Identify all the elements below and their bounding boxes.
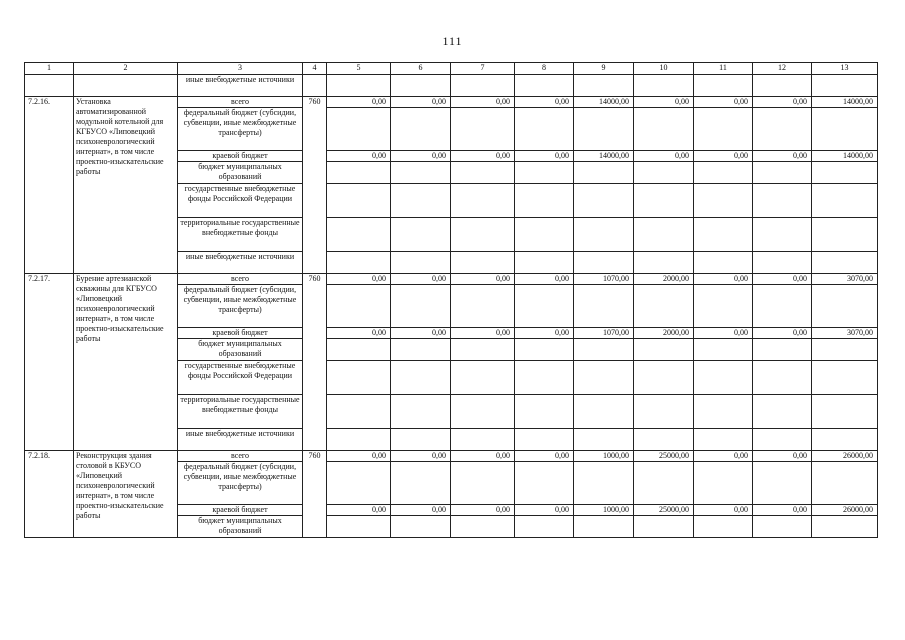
value-cell bbox=[327, 108, 391, 151]
value-cell bbox=[574, 108, 634, 151]
value-cell: 0,00 bbox=[327, 97, 391, 108]
value-cell bbox=[634, 429, 694, 451]
value-cell bbox=[634, 162, 694, 184]
funding-source: иные внебюджетные источники bbox=[178, 429, 303, 451]
value-cell bbox=[634, 184, 694, 218]
value-cell bbox=[634, 462, 694, 505]
value-cell bbox=[574, 429, 634, 451]
value-cell bbox=[574, 218, 634, 252]
value-cell bbox=[515, 184, 574, 218]
column-header-10: 10 bbox=[634, 63, 694, 75]
value-cell bbox=[694, 361, 753, 395]
value-cell: 25000,00 bbox=[634, 505, 694, 516]
value-cell bbox=[753, 252, 812, 274]
value-cell bbox=[515, 516, 574, 538]
cell-value bbox=[812, 75, 878, 97]
value-cell bbox=[515, 361, 574, 395]
value-cell bbox=[451, 108, 515, 151]
value-cell bbox=[451, 162, 515, 184]
value-cell bbox=[451, 361, 515, 395]
value-cell bbox=[451, 218, 515, 252]
value-cell bbox=[574, 162, 634, 184]
value-cell bbox=[391, 462, 451, 505]
value-cell bbox=[451, 516, 515, 538]
value-cell bbox=[515, 108, 574, 151]
value-cell: 0,00 bbox=[515, 97, 574, 108]
value-cell bbox=[391, 361, 451, 395]
value-cell: 1000,00 bbox=[574, 505, 634, 516]
funding-source: федеральный бюджет (субсидии, субвенции, иные межбюджетные трансферты) bbox=[178, 108, 303, 151]
value-cell bbox=[327, 285, 391, 328]
value-cell bbox=[812, 184, 878, 218]
value-cell: 26000,00 bbox=[812, 505, 878, 516]
value-cell: 0,00 bbox=[391, 451, 451, 462]
item-number: 7.2.18. bbox=[25, 451, 74, 538]
value-cell bbox=[753, 285, 812, 328]
value-cell bbox=[515, 285, 574, 328]
value-cell bbox=[694, 252, 753, 274]
value-cell bbox=[694, 108, 753, 151]
funding-source: территориальные государственные внебюджетные фонды bbox=[178, 395, 303, 429]
value-cell bbox=[327, 218, 391, 252]
value-cell bbox=[574, 285, 634, 328]
value-cell bbox=[753, 516, 812, 538]
cell-code bbox=[303, 75, 327, 97]
value-cell bbox=[391, 429, 451, 451]
value-cell: 0,00 bbox=[451, 451, 515, 462]
header-row bbox=[25, 63, 878, 75]
funding-source: всего bbox=[178, 274, 303, 285]
value-cell bbox=[634, 108, 694, 151]
value-cell bbox=[812, 361, 878, 395]
column-header-4: 4 bbox=[303, 63, 327, 75]
value-cell bbox=[515, 252, 574, 274]
value-cell bbox=[634, 395, 694, 429]
value-cell: 0,00 bbox=[515, 451, 574, 462]
budget-table bbox=[24, 62, 878, 538]
funding-source: бюджет муниципальных образований bbox=[178, 516, 303, 538]
funding-source: краевой бюджет bbox=[178, 151, 303, 162]
value-cell: 0,00 bbox=[451, 505, 515, 516]
cell-value bbox=[753, 75, 812, 97]
item-name: Бурение артезианской скважины для КГБУСО «Липовецкий психоневрологический интернат», в том числе проектно-изыскательские работы bbox=[74, 274, 178, 451]
cell-name bbox=[74, 75, 178, 97]
value-cell bbox=[812, 108, 878, 151]
value-cell bbox=[574, 462, 634, 505]
value-cell: 0,00 bbox=[451, 328, 515, 339]
value-cell: 0,00 bbox=[451, 151, 515, 162]
value-cell bbox=[327, 462, 391, 505]
value-cell: 0,00 bbox=[327, 328, 391, 339]
funding-source: бюджет муниципальных образований bbox=[178, 339, 303, 361]
value-cell: 0,00 bbox=[694, 328, 753, 339]
item-name: Реконструкция здания столовой в КБУСО «Липовецкий психоневрологический интернат», в том числе проектно-изыскательские работы bbox=[74, 451, 178, 538]
value-cell: 0,00 bbox=[391, 97, 451, 108]
value-cell bbox=[753, 462, 812, 505]
value-cell bbox=[634, 516, 694, 538]
value-cell bbox=[574, 184, 634, 218]
value-cell bbox=[327, 516, 391, 538]
column-header-11: 11 bbox=[694, 63, 753, 75]
value-cell bbox=[515, 339, 574, 361]
value-cell bbox=[327, 395, 391, 429]
value-cell: 0,00 bbox=[391, 274, 451, 285]
value-cell bbox=[753, 218, 812, 252]
value-cell bbox=[451, 252, 515, 274]
funding-source: всего bbox=[178, 97, 303, 108]
value-cell: 26000,00 bbox=[812, 451, 878, 462]
value-cell bbox=[515, 395, 574, 429]
column-header-9: 9 bbox=[574, 63, 634, 75]
value-cell bbox=[812, 339, 878, 361]
value-cell: 3070,00 bbox=[812, 274, 878, 285]
value-cell: 14000,00 bbox=[574, 97, 634, 108]
item-name: Установка автоматизированной модульной котельной для КГБУСО «Липовецкий психоневрологический интернат», в том числе проектно-изыскательские работы bbox=[74, 97, 178, 274]
value-cell: 1070,00 bbox=[574, 328, 634, 339]
value-cell bbox=[391, 516, 451, 538]
value-cell: 0,00 bbox=[753, 328, 812, 339]
column-header-1: 1 bbox=[25, 63, 74, 75]
value-cell: 0,00 bbox=[694, 274, 753, 285]
value-cell bbox=[634, 218, 694, 252]
cell-value bbox=[327, 75, 391, 97]
value-cell: 14000,00 bbox=[812, 151, 878, 162]
page-number: 111 bbox=[442, 34, 463, 48]
value-cell bbox=[694, 218, 753, 252]
value-cell bbox=[812, 462, 878, 505]
value-cell bbox=[694, 462, 753, 505]
item-number: 7.2.17. bbox=[25, 274, 74, 451]
value-cell bbox=[451, 285, 515, 328]
value-cell bbox=[812, 252, 878, 274]
value-cell bbox=[694, 184, 753, 218]
value-cell bbox=[694, 516, 753, 538]
value-cell bbox=[812, 218, 878, 252]
value-cell bbox=[694, 429, 753, 451]
value-cell bbox=[451, 462, 515, 505]
value-cell bbox=[753, 339, 812, 361]
value-cell: 0,00 bbox=[753, 451, 812, 462]
table-row bbox=[25, 274, 878, 285]
value-cell bbox=[327, 361, 391, 395]
value-cell bbox=[451, 339, 515, 361]
value-cell: 0,00 bbox=[515, 505, 574, 516]
value-cell bbox=[327, 429, 391, 451]
value-cell bbox=[391, 252, 451, 274]
column-header-3: 3 bbox=[178, 63, 303, 75]
value-cell bbox=[391, 285, 451, 328]
value-cell: 0,00 bbox=[515, 274, 574, 285]
value-cell bbox=[753, 395, 812, 429]
item-number: 7.2.16. bbox=[25, 97, 74, 274]
cell-value bbox=[634, 75, 694, 97]
value-cell bbox=[753, 361, 812, 395]
cell-value bbox=[574, 75, 634, 97]
value-cell: 0,00 bbox=[694, 97, 753, 108]
value-cell bbox=[574, 361, 634, 395]
value-cell bbox=[812, 429, 878, 451]
value-cell: 3070,00 bbox=[812, 328, 878, 339]
cell-value bbox=[391, 75, 451, 97]
cell-value bbox=[451, 75, 515, 97]
admin-code: 760 bbox=[303, 274, 327, 451]
admin-code: 760 bbox=[303, 451, 327, 538]
funding-source: государственные внебюджетные фонды Российской Федерации bbox=[178, 184, 303, 218]
value-cell: 0,00 bbox=[391, 505, 451, 516]
value-cell bbox=[327, 252, 391, 274]
value-cell bbox=[694, 285, 753, 328]
value-cell: 25000,00 bbox=[634, 451, 694, 462]
value-cell bbox=[694, 162, 753, 184]
cell-id bbox=[25, 75, 74, 97]
value-cell: 0,00 bbox=[327, 451, 391, 462]
value-cell: 0,00 bbox=[694, 151, 753, 162]
funding-source: краевой бюджет bbox=[178, 328, 303, 339]
value-cell bbox=[812, 516, 878, 538]
value-cell: 0,00 bbox=[634, 97, 694, 108]
value-cell: 14000,00 bbox=[812, 97, 878, 108]
cell-value bbox=[515, 75, 574, 97]
value-cell: 0,00 bbox=[634, 151, 694, 162]
value-cell: 0,00 bbox=[451, 274, 515, 285]
funding-source: всего bbox=[178, 451, 303, 462]
value-cell: 0,00 bbox=[327, 505, 391, 516]
table-row bbox=[25, 97, 878, 108]
value-cell bbox=[812, 162, 878, 184]
value-cell: 0,00 bbox=[451, 97, 515, 108]
value-cell bbox=[753, 184, 812, 218]
value-cell: 0,00 bbox=[694, 505, 753, 516]
value-cell bbox=[634, 285, 694, 328]
value-cell: 1070,00 bbox=[574, 274, 634, 285]
column-header-13: 13 bbox=[812, 63, 878, 75]
column-header-12: 12 bbox=[753, 63, 812, 75]
value-cell bbox=[574, 395, 634, 429]
value-cell: 0,00 bbox=[753, 97, 812, 108]
value-cell bbox=[574, 516, 634, 538]
funding-source: территориальные государственные внебюджетные фонды bbox=[178, 218, 303, 252]
funding-source: государственные внебюджетные фонды Российской Федерации bbox=[178, 361, 303, 395]
value-cell: 2000,00 bbox=[634, 274, 694, 285]
value-cell bbox=[327, 162, 391, 184]
value-cell: 1000,00 bbox=[574, 451, 634, 462]
value-cell bbox=[694, 339, 753, 361]
value-cell bbox=[451, 429, 515, 451]
value-cell bbox=[391, 184, 451, 218]
value-cell bbox=[694, 395, 753, 429]
value-cell bbox=[391, 162, 451, 184]
value-cell bbox=[753, 162, 812, 184]
column-header-5: 5 bbox=[327, 63, 391, 75]
value-cell: 0,00 bbox=[753, 274, 812, 285]
value-cell bbox=[515, 429, 574, 451]
value-cell: 0,00 bbox=[391, 328, 451, 339]
value-cell bbox=[812, 285, 878, 328]
value-cell bbox=[515, 462, 574, 505]
value-cell: 2000,00 bbox=[634, 328, 694, 339]
value-cell: 0,00 bbox=[391, 151, 451, 162]
table-row bbox=[25, 75, 878, 97]
value-cell bbox=[515, 162, 574, 184]
value-cell bbox=[753, 108, 812, 151]
column-header-2: 2 bbox=[74, 63, 178, 75]
value-cell: 0,00 bbox=[694, 451, 753, 462]
value-cell: 0,00 bbox=[515, 328, 574, 339]
value-cell bbox=[391, 218, 451, 252]
funding-source: краевой бюджет bbox=[178, 505, 303, 516]
value-cell: 0,00 bbox=[327, 274, 391, 285]
table-body bbox=[25, 75, 878, 538]
cell-source: иные внебюджетные источники bbox=[178, 75, 303, 97]
value-cell bbox=[391, 339, 451, 361]
value-cell bbox=[574, 252, 634, 274]
value-cell: 0,00 bbox=[753, 505, 812, 516]
value-cell: 0,00 bbox=[327, 151, 391, 162]
value-cell bbox=[634, 252, 694, 274]
table-row bbox=[25, 451, 878, 462]
column-header-6: 6 bbox=[391, 63, 451, 75]
value-cell bbox=[391, 395, 451, 429]
value-cell bbox=[451, 184, 515, 218]
value-cell: 0,00 bbox=[515, 151, 574, 162]
funding-source: иные внебюджетные источники bbox=[178, 252, 303, 274]
value-cell bbox=[451, 395, 515, 429]
cell-value bbox=[694, 75, 753, 97]
value-cell bbox=[634, 361, 694, 395]
value-cell: 14000,00 bbox=[574, 151, 634, 162]
value-cell bbox=[753, 429, 812, 451]
funding-source: федеральный бюджет (субсидии, субвенции, иные межбюджетные трансферты) bbox=[178, 285, 303, 328]
value-cell bbox=[327, 184, 391, 218]
value-cell bbox=[812, 395, 878, 429]
value-cell: 0,00 bbox=[753, 151, 812, 162]
value-cell bbox=[515, 218, 574, 252]
column-header-8: 8 bbox=[515, 63, 574, 75]
admin-code: 760 bbox=[303, 97, 327, 274]
funding-source: бюджет муниципальных образований bbox=[178, 162, 303, 184]
funding-source: федеральный бюджет (субсидии, субвенции, иные межбюджетные трансферты) bbox=[178, 462, 303, 505]
value-cell bbox=[327, 339, 391, 361]
value-cell bbox=[574, 339, 634, 361]
value-cell bbox=[634, 339, 694, 361]
value-cell bbox=[391, 108, 451, 151]
column-header-7: 7 bbox=[451, 63, 515, 75]
